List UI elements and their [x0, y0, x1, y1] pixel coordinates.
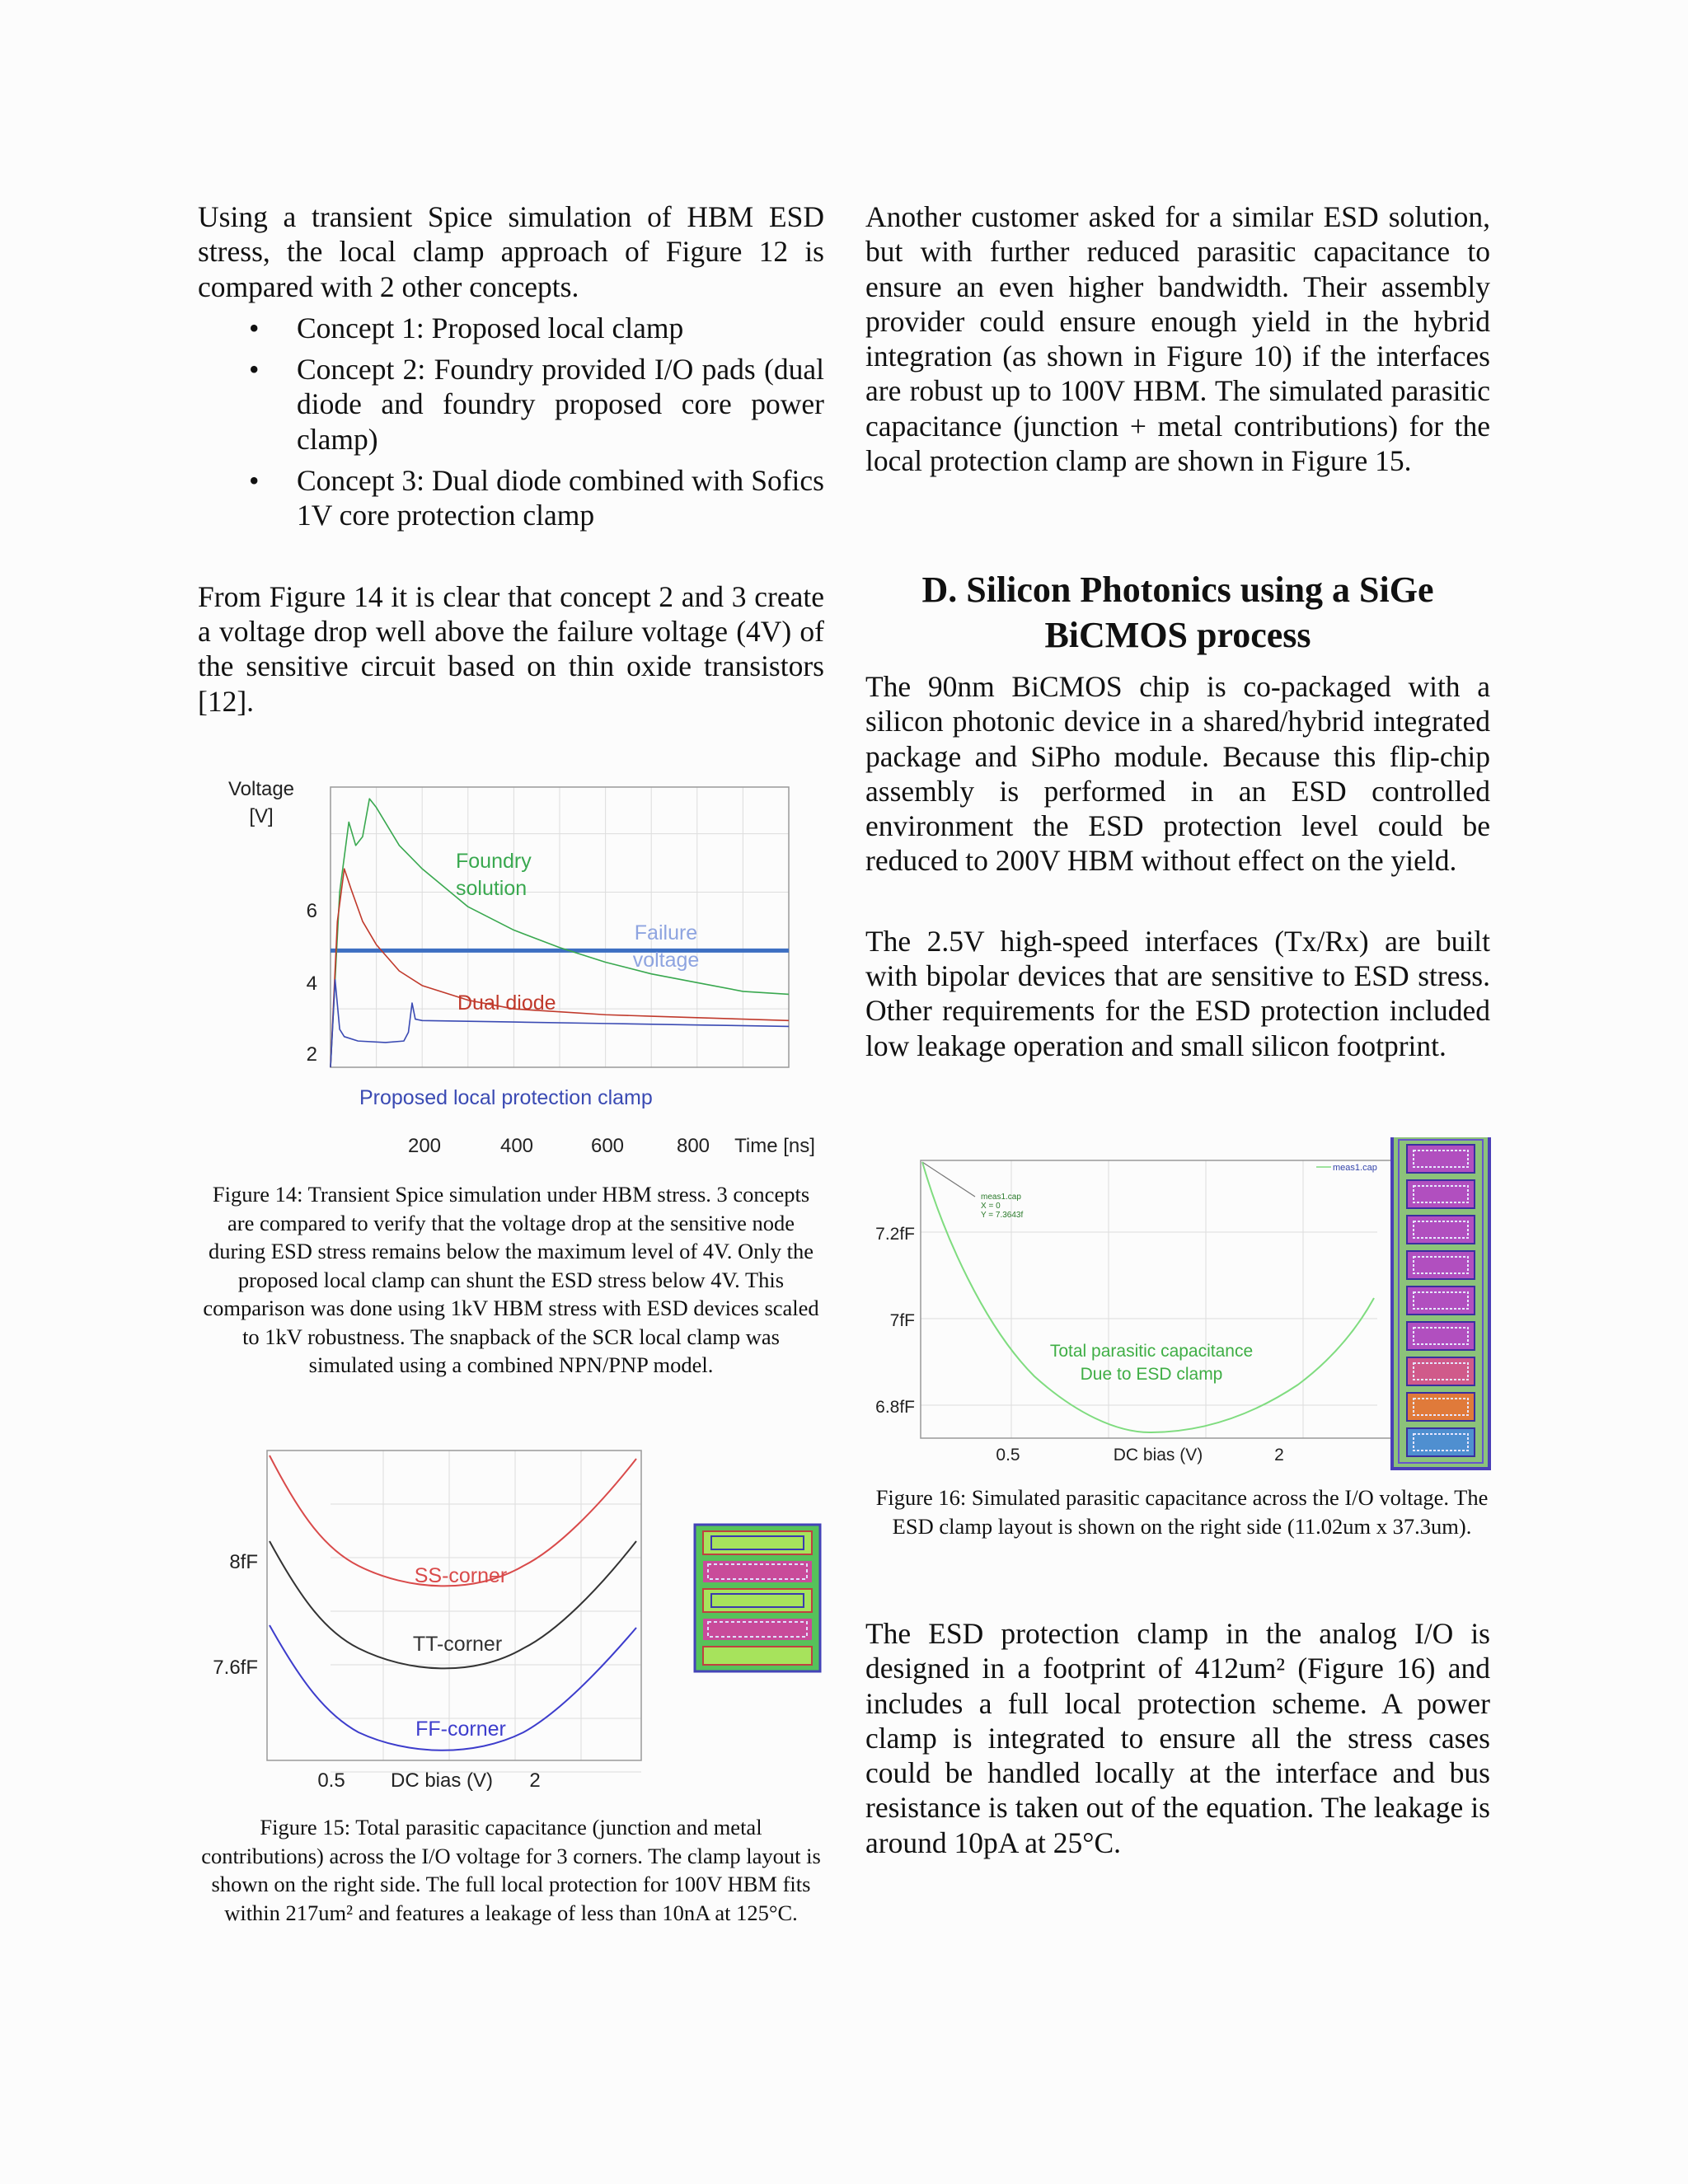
failure-voltage-label: Failure	[634, 921, 698, 944]
layout-cell	[1407, 1357, 1475, 1385]
x-tick-label: 200	[407, 1135, 442, 1157]
section-heading: D. Silicon Photonics using a SiGe BiCMOS process	[921, 569, 1434, 655]
plot-frame	[267, 1451, 641, 1760]
y-tick-label: 6	[306, 900, 317, 922]
y-tick-label: 7.6fF	[213, 1657, 258, 1679]
list-item: • Concept 1: Proposed local clamp	[249, 311, 684, 344]
series-label-dual-diode: Dual diode	[457, 991, 556, 1015]
layout-cell	[1407, 1393, 1475, 1421]
layout-cell	[1407, 1286, 1475, 1315]
x-axis-label: DC bias (V)	[1113, 1446, 1203, 1465]
bullet-icon: •	[249, 464, 260, 498]
figure-14-chart	[210, 766, 837, 1170]
marker-readout: meas1.cap	[981, 1193, 1021, 1202]
y-tick-label: 6.8fF	[875, 1398, 915, 1417]
left-column	[198, 199, 824, 719]
figure-15-caption: Figure 15: Total parasitic capacitance (junction and metal contributions) across the I/O voltage for 3 corners. The clamp layout is shown on the right side. The full local protection for 100V HBM fits within 217um² and features a leakage of less than 10nA at 125°C.	[201, 1815, 821, 1925]
layout-cell	[1407, 1251, 1475, 1279]
series-label-tt-corner: TT-corner	[412, 1633, 503, 1656]
series-label-ss-corner: SS-corner	[414, 1564, 508, 1587]
layout-cell	[1407, 1216, 1475, 1244]
layout-cell	[1407, 1428, 1475, 1456]
figure-16-chart	[870, 1137, 1496, 1483]
x-tick-label: 400	[499, 1135, 534, 1157]
y-tick-label: 7.2fF	[875, 1225, 915, 1244]
right-column	[865, 199, 1490, 478]
layout-cell	[1407, 1180, 1475, 1208]
bullet-icon: •	[249, 311, 260, 344]
y-tick-label: 2	[306, 1043, 317, 1066]
list-item: • Concept 2: Foundry provided I/O pads (dual diode and foundry proposed core power clamp)	[249, 353, 824, 456]
right-column-bottom	[865, 1616, 1490, 1860]
x-tick-label: 0.5	[996, 1446, 1020, 1465]
clamp-layout-image	[695, 1525, 820, 1671]
marker-readout: X = 0	[981, 1202, 1001, 1211]
x-tick-label: 2	[529, 1769, 541, 1792]
x-tick-label: 800	[676, 1135, 710, 1157]
intro-paragraph: Using a transient Spice simulation of HBM ESD stress, the local clamp approach of Figure 12 is compared with 2 other concepts.	[198, 200, 824, 303]
y-tick-label: 8fF	[229, 1551, 258, 1573]
esd-clamp-layout-image	[1392, 1137, 1489, 1469]
x-axis-label: Time [ns]	[734, 1135, 815, 1157]
legend-entry: meas1.cap	[1333, 1163, 1377, 1173]
customer-paragraph: Another customer asked for a similar ESD solution, but with further reduced parasitic capacitance to ensure an even higher bandwidth. Their assembly provider could ensure enough yield in the hybrid integration (as shown in Figure 10) if the interfaces are robust up to 100V HBM. The simulated parasitic capacitance (junction + metal contributions) for the local protection clamp are shown in Figure 15.	[865, 200, 1490, 478]
y-axis-label: Voltage	[227, 778, 295, 800]
series-label-foundry: Foundry	[456, 850, 532, 873]
y-axis-label-unit: [V]	[249, 805, 274, 827]
marker-readout: Y = 7.3643f	[981, 1211, 1024, 1220]
y-tick-label: 7fF	[889, 1311, 915, 1330]
figure-15-chart	[210, 1442, 837, 1797]
figure-16-caption: Figure 16: Simulated parasitic capacitance across the I/O voltage. The ESD clamp layout is shown on the right side (11.02um x 37.3um).	[875, 1485, 1489, 1539]
failure-voltage-label-2: voltage	[632, 949, 700, 972]
chart-annotation: Total parasitic capacitance	[1049, 1342, 1254, 1361]
figure-14-caption: Figure 14: Transient Spice simulation under HBM stress. 3 concepts are compared to verify that the voltage drop at the sensitive node during ESD stress remains below the maximum level of 4V. Only the proposed local clamp can shunt the ESD stress below 4V. This comparison was done using 1kV HBM stress with ESD devices scaled to 1kV robustness. The snapback of the SCR local clamp was simulated using a combined NPN/PNP model.	[203, 1182, 819, 1377]
x-axis-label: DC bias (V)	[390, 1769, 494, 1792]
right-column-middle	[865, 669, 1490, 1063]
x-tick-label: 600	[590, 1135, 625, 1157]
bicmos-paragraph: The 90nm BiCMOS chip is co-packaged with a silicon photonic device in a shared/hybrid integrated package and SiPho module. Because this flip-chip assembly is performed in an ESD controlled environment the ESD protection level could be reduced to 200V HBM without effect on the yield.	[865, 670, 1490, 878]
analysis-paragraph: From Figure 14 it is clear that concept 2 and 3 create a voltage drop well above the failure voltage (4V) of the sensitive circuit based on thin oxide transistors [12].	[198, 579, 824, 718]
clamp-paragraph: The ESD protection clamp in the analog I/O is designed in a footprint of 412um² (Figure 16) and includes a full local protection scheme. A power clamp is integrated to ensure all the stress cases could be handled locally at the interface and bus resistance is taken out of the equation. The leakage is around 10pA at 25°C.	[865, 1617, 1490, 1859]
y-tick-label: 4	[306, 972, 317, 995]
bullet-icon: •	[249, 353, 260, 387]
list-item: • Concept 3: Dual diode combined with Sofics 1V core protection clamp	[249, 464, 824, 532]
marker-leader-line	[922, 1162, 975, 1197]
concept-list	[198, 311, 824, 533]
series-label-proposed-clamp: Proposed local protection clamp	[359, 1086, 653, 1109]
series-label-ff-corner: FF-corner	[415, 1718, 506, 1741]
x-tick-label: 2	[1274, 1446, 1284, 1465]
layout-cell	[1407, 1145, 1475, 1173]
interfaces-paragraph: The 2.5V high-speed interfaces (Tx/Rx) are built with bipolar devices that are sensitive to ESD stress. Other requirements for the ESD protection included low leakage operation and small silicon footprint.	[865, 924, 1490, 1062]
layout-cell	[1407, 1322, 1475, 1350]
x-tick-label: 0.5	[317, 1769, 345, 1792]
chart-annotation-2: Due to ESD clamp	[1080, 1365, 1223, 1384]
series-label-foundry-2: solution	[456, 877, 528, 900]
